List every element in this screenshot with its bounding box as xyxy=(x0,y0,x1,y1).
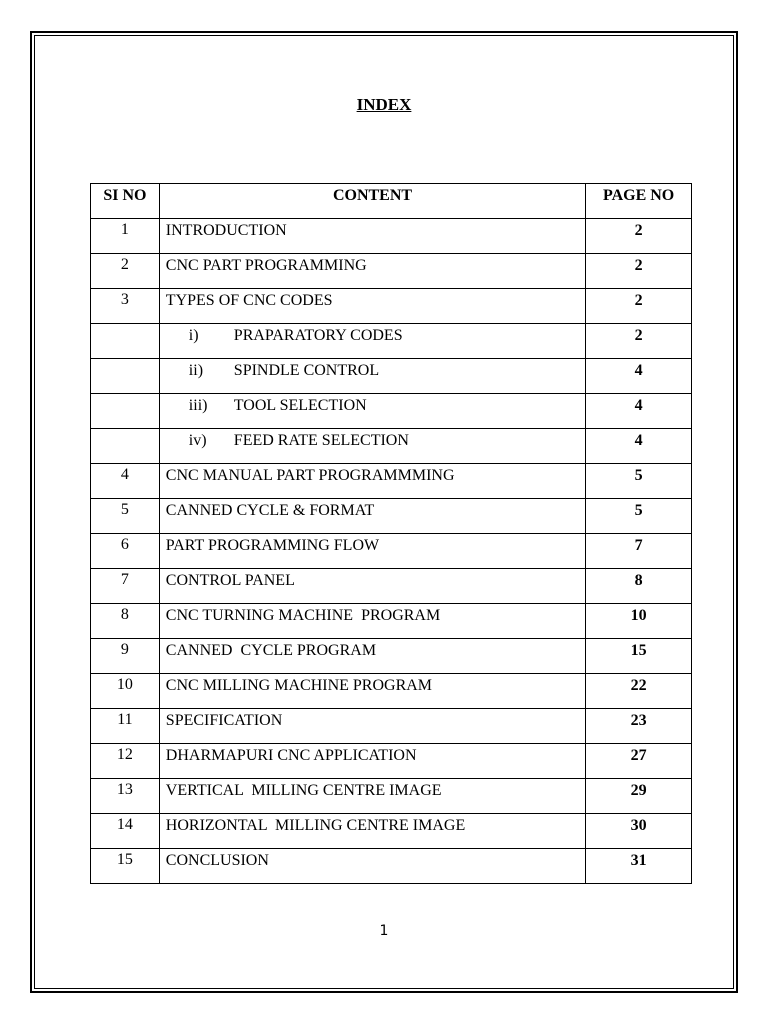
row-sino xyxy=(91,429,160,464)
row-content-text: INTRODUCTION xyxy=(165,222,287,239)
row-page: 8 xyxy=(586,569,692,604)
row-sino: 12 xyxy=(91,744,160,779)
row-content-text: CONCLUSION xyxy=(165,852,269,869)
row-page: 31 xyxy=(586,849,692,884)
row-content-text: CNC MANUAL PART PROGRAMMMING xyxy=(165,467,455,484)
row-sino: 10 xyxy=(91,674,160,709)
row-sub-numeral: iv) xyxy=(188,432,207,449)
table-row xyxy=(91,674,692,709)
row-page: 29 xyxy=(586,779,692,814)
row-page: 27 xyxy=(586,744,692,779)
row-sub-numeral: i) xyxy=(188,327,199,344)
row-page: 4 xyxy=(586,429,692,464)
row-sino xyxy=(91,324,160,359)
index-table xyxy=(90,183,692,884)
page-number: 1 xyxy=(379,923,389,939)
row-content xyxy=(159,289,585,324)
row-content xyxy=(159,534,585,569)
row-sino: 4 xyxy=(91,464,160,499)
row-content xyxy=(159,464,585,499)
row-sino: 6 xyxy=(91,534,160,569)
table-row xyxy=(91,254,692,289)
row-page: 4 xyxy=(586,359,692,394)
header-content: CONTENT xyxy=(159,184,585,219)
row-content-text: VERTICAL MILLING CENTRE IMAGE xyxy=(165,782,442,799)
table-row xyxy=(91,779,692,814)
row-content-text: HORIZONTAL MILLING CENTRE IMAGE xyxy=(165,817,466,834)
row-content xyxy=(159,219,585,254)
table-header-row xyxy=(91,184,692,219)
row-content-text: TOOL SELECTION xyxy=(233,397,367,414)
row-content xyxy=(159,709,585,744)
row-content xyxy=(159,779,585,814)
row-content-text: CANNED CYCLE PROGRAM xyxy=(165,642,377,659)
row-content-text: PRAPARATORY CODES xyxy=(233,327,403,344)
table-row xyxy=(91,604,692,639)
table-row xyxy=(91,289,692,324)
row-page: 5 xyxy=(586,499,692,534)
row-content xyxy=(159,814,585,849)
row-page: 15 xyxy=(586,639,692,674)
row-sino: 8 xyxy=(91,604,160,639)
row-content-text: CNC PART PROGRAMMING xyxy=(165,257,367,274)
row-content xyxy=(159,394,585,429)
row-content xyxy=(159,499,585,534)
page-title: INDEX xyxy=(356,95,412,114)
table-row xyxy=(91,464,692,499)
row-content xyxy=(159,639,585,674)
row-sino: 1 xyxy=(91,219,160,254)
table-row xyxy=(91,219,692,254)
row-page: 4 xyxy=(586,394,692,429)
table-row xyxy=(91,359,692,394)
table-row xyxy=(91,639,692,674)
row-content-text: DHARMAPURI CNC APPLICATION xyxy=(165,747,417,764)
row-content xyxy=(159,429,585,464)
row-sino: 11 xyxy=(91,709,160,744)
row-sino: 9 xyxy=(91,639,160,674)
row-content-text: FEED RATE SELECTION xyxy=(233,432,409,449)
row-content xyxy=(159,674,585,709)
row-sub-numeral: ii) xyxy=(188,362,204,379)
table-row xyxy=(91,569,692,604)
row-page: 23 xyxy=(586,709,692,744)
header-sino: SI NO xyxy=(91,184,160,219)
row-content xyxy=(159,604,585,639)
row-content-text: CONTROL PANEL xyxy=(165,572,295,589)
row-page: 2 xyxy=(586,254,692,289)
row-sino: 14 xyxy=(91,814,160,849)
row-sino: 2 xyxy=(91,254,160,289)
row-content-text: PART PROGRAMMING FLOW xyxy=(165,537,380,554)
table-row xyxy=(91,534,692,569)
row-content-text: SPECIFICATION xyxy=(165,712,283,729)
row-sino: 3 xyxy=(91,289,160,324)
row-content xyxy=(159,849,585,884)
row-page: 5 xyxy=(586,464,692,499)
row-content xyxy=(159,254,585,289)
row-page: 30 xyxy=(586,814,692,849)
row-content xyxy=(159,324,585,359)
row-content-text: CNC MILLING MACHINE PROGRAM xyxy=(165,677,433,694)
table-row xyxy=(91,849,692,884)
row-sino: 5 xyxy=(91,499,160,534)
row-page: 22 xyxy=(586,674,692,709)
row-page: 2 xyxy=(586,219,692,254)
row-content xyxy=(159,359,585,394)
row-sino: 15 xyxy=(91,849,160,884)
table-row xyxy=(91,429,692,464)
table-row xyxy=(91,499,692,534)
table-row xyxy=(91,814,692,849)
table-row xyxy=(91,394,692,429)
row-content xyxy=(159,569,585,604)
row-content-text: TYPES OF CNC CODES xyxy=(165,292,333,309)
table-row xyxy=(91,324,692,359)
table-row xyxy=(91,709,692,744)
table-body xyxy=(91,219,692,884)
row-sino: 13 xyxy=(91,779,160,814)
row-page: 10 xyxy=(586,604,692,639)
row-sino xyxy=(91,394,160,429)
table-row xyxy=(91,744,692,779)
row-content-text: CNC TURNING MACHINE PROGRAM xyxy=(165,607,441,624)
header-page: PAGE NO xyxy=(586,184,692,219)
row-page: 7 xyxy=(586,534,692,569)
row-page: 2 xyxy=(586,324,692,359)
row-content-text: CANNED CYCLE & FORMAT xyxy=(165,502,375,519)
row-content-text: SPINDLE CONTROL xyxy=(233,362,380,379)
row-sino xyxy=(91,359,160,394)
row-sino: 7 xyxy=(91,569,160,604)
row-page: 2 xyxy=(586,289,692,324)
row-sub-numeral: iii) xyxy=(188,397,208,414)
row-content xyxy=(159,744,585,779)
